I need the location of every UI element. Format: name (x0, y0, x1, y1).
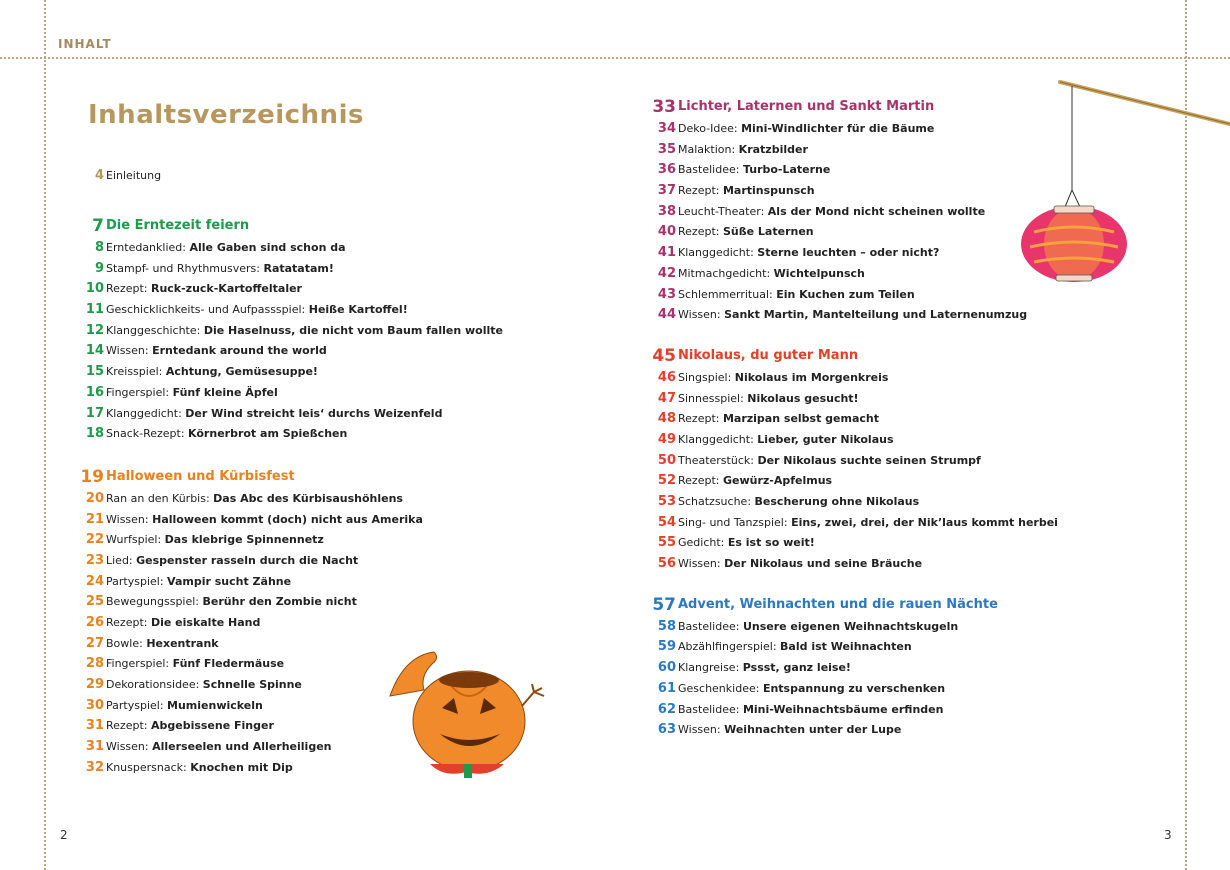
entry-kind: Fingerspiel: (106, 385, 173, 399)
entry-kind: Singspiel: (678, 370, 735, 384)
entry-page-number: 52 (657, 473, 676, 489)
entry-page-number: 40 (657, 224, 676, 240)
section-page-number: 33 (652, 97, 676, 117)
entry-kind: Knuspersnack: (106, 760, 191, 774)
entry-title: Es ist so weit! (727, 536, 815, 550)
entry-page-number: 20 (85, 490, 104, 506)
entry-page-number: 38 (657, 203, 676, 219)
toc-entry (76, 238, 556, 259)
toc-entry (76, 321, 556, 342)
entry-title: Das klebrige Spinnennetz (164, 533, 324, 547)
entry-page-number: 4 (94, 168, 104, 183)
entry-kind: Klangreise: (678, 661, 743, 675)
section-heading (76, 214, 556, 238)
section-page-number: 19 (80, 466, 104, 487)
entry-text (106, 758, 293, 779)
entry-page-number: 11 (85, 302, 104, 318)
entry-kind: Rezept: (106, 282, 151, 296)
toc-entry (648, 451, 1148, 472)
entry-text (678, 160, 830, 181)
entry-title: Pssst, ganz leise! (742, 661, 851, 675)
entry-text (106, 238, 346, 259)
toc-entry (76, 341, 556, 362)
entry-page-number: 24 (85, 573, 104, 589)
entry-title: Eins, zwei, drei, der Nik’laus kommt herbei (791, 515, 1058, 529)
dotted-header-rule (0, 57, 1230, 59)
entry-title: Der Nikolaus suchte seinen Strumpf (757, 453, 981, 467)
entry-text (106, 259, 334, 280)
section-spacer (76, 445, 556, 465)
entry-kind: Theaterstück: (678, 453, 758, 467)
toc-entry (76, 259, 556, 280)
entry-page-number: 26 (85, 615, 104, 630)
dotted-left-margin (44, 0, 46, 870)
toc-entry (648, 389, 1148, 410)
entry-text (106, 592, 357, 613)
toc-entry (648, 368, 1148, 389)
entry-page-number: 43 (657, 286, 676, 302)
toc-entry (648, 492, 1148, 513)
entry-page-number: 56 (657, 556, 676, 572)
entry-page-number: 44 (657, 307, 676, 323)
entry-text (678, 285, 915, 306)
entry-kind: Wurfspiel: (106, 533, 165, 547)
entry-kind: Rezept: (678, 184, 723, 198)
entry-text (106, 341, 327, 362)
entry-title: Halloween kommt (doch) nicht aus Amerika (152, 512, 423, 526)
toc-entry (76, 383, 556, 404)
entry-kind: Klanggedicht: (678, 246, 758, 260)
toc-entry (76, 300, 556, 321)
entry-kind: Deko-Idee: (678, 122, 742, 135)
entry-kind: Wissen: (106, 512, 153, 526)
entry-title: Abgebissene Finger (150, 719, 274, 733)
entry-text (106, 613, 260, 634)
entry-page-number: 58 (657, 618, 676, 634)
entry-kind: Leucht-Theater: (678, 204, 768, 218)
entry-title: Die Haselnuss, die nicht vom Baum fallen wollte (203, 323, 503, 337)
entry-text (678, 492, 919, 513)
entry-text (106, 675, 302, 696)
toc-entry (76, 424, 556, 445)
entry-page-number: 27 (85, 635, 104, 651)
entry-text (678, 305, 1027, 326)
entry-title: Sterne leuchten – oder nicht? (757, 246, 940, 260)
entry-kind: Malaktion: (678, 142, 739, 156)
entry-text: Einleitung (106, 169, 162, 182)
entry-title: Das Abc des Kürbisaushöhlens (213, 491, 403, 505)
entry-page-number: 15 (85, 364, 104, 380)
entry-page-number: 36 (657, 162, 676, 178)
entry-title: Ruck-zuck-Kartoffeltaler (150, 282, 302, 296)
running-header: INHALT (58, 37, 112, 51)
entry-page-number: 18 (85, 426, 104, 442)
entry-title: Achtung, Gemüsesuppe! (165, 365, 318, 379)
toc-entry (648, 554, 1148, 575)
toc-entry (76, 362, 556, 383)
entry-text (678, 243, 939, 264)
entry-text (678, 617, 958, 638)
entry-text (678, 389, 859, 410)
toc-entry (76, 279, 556, 300)
entry-text (678, 637, 912, 658)
entry-title: Fünf kleine Äpfel (172, 385, 278, 399)
entry-kind: Bewegungsspiel: (106, 595, 203, 609)
entry-kind: Sinnesspiel: (678, 391, 748, 405)
entry-text (678, 554, 922, 575)
entry-title: Nikolaus gesucht! (747, 391, 859, 405)
entry-title: Berühr den Zombie nicht (202, 595, 357, 609)
section-page-number: 57 (652, 594, 676, 615)
entry-text (106, 572, 291, 593)
entry-page-number: 47 (657, 390, 676, 406)
section-title: Die Erntezeit feiern (106, 218, 250, 233)
entry-page-number: 30 (85, 697, 104, 713)
entry-kind: Wissen: (678, 308, 725, 322)
entry-title: Der Nikolaus und seine Bräuche (724, 557, 923, 571)
entry-kind: Snack-Rezept: (106, 427, 189, 441)
entry-title: Gewürz-Apfelmus (722, 474, 833, 488)
entry-kind: Sing- und Tanzspiel: (678, 515, 792, 529)
entry-title: Martinspunsch (722, 184, 815, 198)
entry-title: Entspannung zu verschenken (762, 681, 946, 695)
entry-page-number: 55 (657, 535, 676, 551)
toc-entry (76, 613, 556, 634)
entry-kind: Rezept: (106, 616, 151, 629)
entry-page-number: 17 (85, 405, 104, 421)
entry-text (678, 658, 851, 679)
toc-entry (648, 679, 1148, 700)
entry-kind: Klanggedicht: (678, 432, 758, 446)
section-title: Advent, Weihnachten und die rauen Nächte (678, 596, 998, 612)
entry-kind: Wissen: (106, 740, 153, 754)
entry-kind: Abzählfingerspiel: (678, 640, 781, 654)
section-page-number: 45 (652, 345, 676, 366)
entry-page-number: 35 (657, 141, 676, 157)
entry-page-number: 25 (85, 594, 104, 610)
section-heading (648, 344, 1148, 368)
entry-kind: Partyspiel: (106, 698, 168, 712)
entry-title: Turbo-Laterne (742, 163, 831, 177)
entry-text (106, 404, 442, 425)
entry-text (678, 451, 981, 472)
entry-page-number: 16 (85, 384, 104, 400)
entry-page-number: 42 (657, 265, 676, 281)
entry-title: Wichtelpunsch (773, 266, 865, 280)
entry-title: Kratzbilder (738, 142, 808, 156)
entry-text (106, 383, 278, 404)
entry-page-number: 31 (85, 739, 104, 755)
entry-title: Mini-Windlichter für die Bäume (741, 122, 935, 135)
toc-entry (648, 430, 1148, 451)
entry-kind: Gedicht: (678, 536, 728, 550)
entry-title: Körnerbrot am Spießchen (188, 427, 348, 441)
entry-title: Unsere eigenen Weihnachtskugeln (742, 619, 959, 633)
entry-title: Mini-Weihnachtsbäume erfinden (742, 702, 944, 716)
entry-text (106, 321, 503, 342)
entry-title: Gespenster rasseln durch die Nacht (136, 553, 359, 567)
toc-entry (648, 471, 1148, 492)
entry-page-number: 23 (85, 552, 104, 568)
entry-kind: Wissen: (678, 557, 725, 571)
entry-title: Knochen mit Dip (190, 760, 293, 774)
toc-entry (648, 658, 1148, 679)
entry-page-number: 37 (657, 183, 676, 199)
entry-kind: Rezept: (678, 225, 723, 239)
entry-kind: Lied: (106, 553, 137, 567)
entry-text (678, 679, 945, 700)
entry-text (106, 634, 219, 655)
entry-text (106, 654, 284, 675)
entry-kind: Geschicklichkeits- und Aufpassspiel: (106, 303, 309, 317)
entry-kind: Bowle: (106, 636, 147, 650)
entry-title: Fünf Fledermäuse (172, 657, 285, 671)
entry-title: Vampir sucht Zähne (167, 574, 292, 588)
entry-page-number: 59 (657, 639, 676, 655)
section-spacer (648, 326, 1148, 344)
section-page-number: 7 (92, 216, 104, 236)
entry-kind: Bastelidee: (678, 619, 743, 633)
entry-text (678, 430, 894, 451)
toc-entry (76, 592, 556, 613)
entry-text (106, 489, 403, 510)
entry-title: Heiße Kartoffel! (308, 303, 408, 317)
entry-title: Hexentrank (146, 636, 219, 650)
entry-page-number: 48 (657, 411, 676, 427)
entry-title: Mumienwickeln (167, 698, 263, 712)
entry-page-number: 49 (657, 431, 676, 447)
entry-title: Sankt Martin, Mantelteilung und Laternenumzug (724, 308, 1028, 322)
entry-kind: Rezept: (106, 719, 151, 733)
entry-text (678, 222, 814, 243)
entry-text (678, 119, 934, 140)
entry-title: Süße Laternen (722, 225, 814, 239)
toc-entry (648, 513, 1148, 534)
toc-entry (648, 637, 1148, 658)
entry-kind: Klanggeschichte: (106, 323, 204, 337)
entry-page-number: 9 (94, 260, 104, 276)
entry-kind: Rezept: (678, 412, 723, 426)
entry-text (106, 424, 347, 445)
entry-text (678, 368, 888, 389)
entry-title: Ratatatam! (263, 261, 334, 275)
entry-page-number: 62 (657, 701, 676, 717)
entry-page-number: 41 (657, 245, 676, 261)
entry-kind: Wissen: (106, 344, 153, 358)
entry-kind: Stampf- und Rhythmusvers: (106, 261, 264, 275)
toc-entry (76, 166, 376, 187)
section-heading (76, 465, 556, 489)
toc-entry (76, 530, 556, 551)
entry-page-number: 31 (85, 718, 104, 734)
toc-entry (76, 404, 556, 425)
entry-kind: Rezept: (678, 474, 723, 488)
entry-page-number: 29 (85, 677, 104, 693)
entry-kind: Mitmachgedicht: (678, 266, 774, 280)
entry-page-number: 34 (657, 121, 676, 136)
entry-kind: Fingerspiel: (106, 657, 173, 671)
entry-title: Als der Mond nicht scheinen wollte (767, 204, 986, 218)
entry-title: Schnelle Spinne (202, 678, 302, 692)
entry-title: Lieber, guter Nikolaus (757, 432, 894, 446)
section-heading (648, 593, 1148, 617)
entry-text (678, 513, 1058, 534)
entry-text (678, 202, 985, 223)
entry-text (678, 471, 832, 492)
entry-text (678, 720, 901, 741)
entry-text (678, 700, 943, 721)
entry-page-number: 28 (85, 656, 104, 672)
entry-page-number: 12 (85, 322, 104, 338)
entry-text (678, 264, 865, 285)
entry-page-number: 53 (657, 494, 676, 509)
entry-title: Die eiskalte Hand (150, 616, 261, 629)
section-spacer (648, 575, 1148, 593)
pumpkin-illustration (384, 646, 554, 786)
toc-entry (76, 510, 556, 531)
entry-text (106, 696, 263, 717)
entry-kind: Klanggedicht: (106, 406, 186, 420)
toc-entry (76, 572, 556, 593)
entry-title: Allerseelen und Allerheiligen (152, 740, 332, 754)
entry-page-number: 14 (85, 343, 104, 359)
entry-kind: Geschenkidee: (678, 681, 763, 695)
entry-kind: Bastelidee: (678, 163, 743, 177)
entry-title: Ein Kuchen zum Teilen (776, 287, 915, 301)
toc-entry (648, 720, 1148, 741)
entry-kind: Schlemmerritual: (678, 287, 777, 301)
entry-text (678, 140, 808, 161)
entry-title: Weihnachten unter der Lupe (724, 723, 902, 737)
entry-page-number: 32 (85, 759, 104, 775)
entry-text (106, 300, 408, 321)
entry-page-number: 8 (94, 240, 104, 255)
toc-entry (648, 409, 1148, 430)
entry-title: Bald ist Weihnachten (780, 640, 912, 654)
page-number-left: 2 (60, 828, 68, 842)
entry-text (106, 716, 274, 737)
entry-text (106, 362, 318, 383)
entry-title: Der Wind streicht leis‘ durchs Weizenfeld (185, 406, 443, 420)
entry-kind: Partyspiel: (106, 574, 168, 588)
entry-text (678, 533, 815, 554)
entry-page-number: 10 (85, 281, 104, 297)
entry-page-number: 21 (85, 511, 104, 527)
entry-title: Nikolaus im Morgenkreis (734, 370, 889, 384)
toc-entry (76, 489, 556, 510)
section-title: Halloween und Kürbisfest (106, 468, 295, 484)
lantern-illustration (1010, 72, 1230, 292)
entry-kind: Dekorationsidee: (106, 678, 203, 692)
entry-page-number: 22 (85, 532, 104, 548)
entry-kind: Wissen: (678, 723, 725, 737)
entry-text (106, 551, 358, 572)
entry-page-number: 46 (657, 369, 676, 385)
toc-entry (648, 533, 1148, 554)
page-title: Inhaltsverzeichnis (88, 100, 364, 130)
entry-text (106, 279, 302, 300)
entry-page-number: 61 (657, 680, 676, 696)
entry-title: Alle Gaben sind schon da (189, 241, 346, 254)
section-title: Nikolaus, du guter Mann (678, 347, 859, 363)
entry-kind: Bastelidee: (678, 702, 743, 716)
entry-text (106, 530, 324, 551)
entry-title: Erntedank around the world (152, 344, 327, 358)
entry-text (106, 510, 423, 531)
toc-entry (76, 551, 556, 572)
entry-title: Marzipan selbst gemacht (722, 412, 880, 426)
entry-page-number: 54 (657, 514, 676, 530)
toc-entry (648, 305, 1148, 326)
intro-entry (76, 166, 376, 187)
entry-kind: Erntedanklied: (106, 241, 190, 254)
entry-kind: Ran an den Kürbis: (106, 491, 214, 505)
entry-text (678, 409, 879, 430)
page-number-right: 3 (1164, 828, 1172, 842)
section-title: Lichter, Laternen und Sankt Martin (678, 99, 935, 114)
entry-page-number: 63 (657, 722, 676, 738)
entry-page-number: 50 (657, 452, 676, 468)
entry-page-number: 60 (657, 660, 676, 676)
toc-entry (648, 700, 1148, 721)
entry-text (678, 181, 815, 202)
toc-entry (648, 617, 1148, 638)
entry-kind: Schatzsuche: (678, 495, 755, 508)
entry-title: Bescherung ohne Nikolaus (754, 495, 920, 508)
entry-kind: Kreisspiel: (106, 365, 166, 379)
entry-text (106, 737, 331, 758)
